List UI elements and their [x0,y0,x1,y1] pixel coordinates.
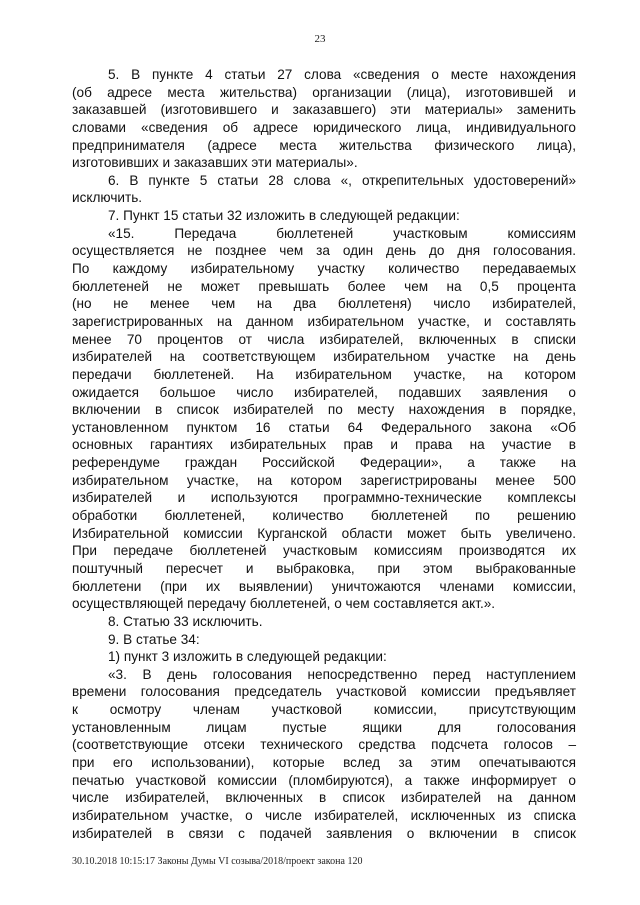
paragraph [72,172,576,207]
text-line: времени голосования председатель участковой комиссии предъявляет [72,684,576,700]
text-line: избирателей в связи с подачей заявления о включении в список [72,825,576,841]
text-line: обработки бюллетеней, количество бюллетеней по решению [72,508,576,524]
text-line: ожидается большое число избирателей, подавших заявления о [72,384,576,400]
text-line: предпринимателя (адресе места жительства физического лица), [72,137,576,153]
paragraph [72,66,576,172]
paragraph [72,613,576,631]
text-line: (соответствующие отсеки технического средства подсчета голосов – [72,737,576,753]
text-line: 7. Пункт 15 статьи 32 изложить в следующей редакции: [108,208,460,224]
page-number: 23 [314,33,326,45]
text-line: Избирательной комиссии Курганской области может быть увеличено. [72,525,576,541]
text-line: числе избирателей, включенных в список избирателей на данном [72,790,576,806]
text-line: установленным лицам пустые ящики для голосования [72,719,576,735]
text-line: заказавшей (изготовившего и заказавшего) эти материалы» заменить [72,102,576,118]
paragraph [72,666,576,842]
text-line: избирательном участке, о числе избирателей, исключенных из списка [72,807,576,823]
text-line: к осмотру членам участковой комиссии, присутствующим [72,702,576,718]
text-line: основных гарантиях избирательных прав и права на участие в [72,437,576,453]
text-line: передачи бюллетеней. На избирательном участке, на котором [72,366,576,382]
text-line: избирателей на соответствующем избирательном участке на день [72,349,576,365]
text-line: По каждому избирательному участку количество передаваемых [72,261,576,277]
text-line: поштучный пересчет и выбраковка, при этом выбракованные [72,560,576,576]
text-line: (об адресе места жительства) организации (лица), изготовившей и [72,84,576,100]
text-line: избирательном участке, на котором зарегистрированы менее 500 [72,472,576,488]
footer-document-info: 30.10.2018 10:15:17 Законы Думы VI созыва/2018/проект закона 120 [72,856,363,867]
text-line: 9. В статье 34: [108,631,200,647]
text-line: печатью участковой комиссии (пломбируются), а также информирует о [72,772,576,788]
text-line: референдуме граждан Российской Федерации», а также на [72,455,576,471]
document-body [72,66,576,842]
text-line: установленном пунктом 16 статьи 64 Федерального закона «Об [72,419,576,435]
text-line: исключить. [72,190,143,206]
text-line: зарегистрированных на данном избирательном участке, и составлять [72,313,576,329]
text-line: осуществляется не позднее чем за один день до дня голосования. [72,243,576,259]
text-line: изготовивших и заказавших эти материалы». [72,155,358,171]
paragraph [72,225,576,613]
text-line: «15. Передача бюллетеней участковым комиссиям [108,225,576,241]
text-line: словами «сведения об адресе юридического лица, индивидуального [72,119,576,135]
text-line: при его использовании), которые вслед за этим опечатываются [72,754,576,770]
text-line: 1) пункт 3 изложить в следующей редакции: [108,649,387,665]
paragraph [72,631,576,649]
text-line: бюллетеней не может превышать более чем на 0,5 процента [72,278,576,294]
text-line: осуществляющей передачу бюллетеней, о чем составляется акт.». [72,596,496,612]
text-line: менее 70 процентов от числа избирателей, включенных в списки [72,331,576,347]
text-line: 5. В пункте 4 статьи 27 слова «сведения о месте нахождения [108,67,576,82]
text-line: бюллетени (при их выявлении) уничтожаются членами комиссии, [72,578,576,594]
text-line: (но не менее чем на два бюллетеня) число избирателей, [72,296,576,312]
paragraph [72,207,576,225]
text-line: 8. Статью 33 исключить. [108,613,263,629]
text-line: 6. В пункте 5 статьи 28 слова «, открепительных удостоверений» [108,172,576,188]
paragraph [72,648,576,666]
text-line: «3. В день голосования непосредственно перед наступлением [108,666,576,682]
text-line: включении в список избирателей по месту нахождения в порядке, [72,402,576,418]
text-line: избирателей и используются программно-технические комплексы [72,490,576,506]
text-line: При передаче бюллетеней участковым комиссиям производятся их [72,543,576,559]
